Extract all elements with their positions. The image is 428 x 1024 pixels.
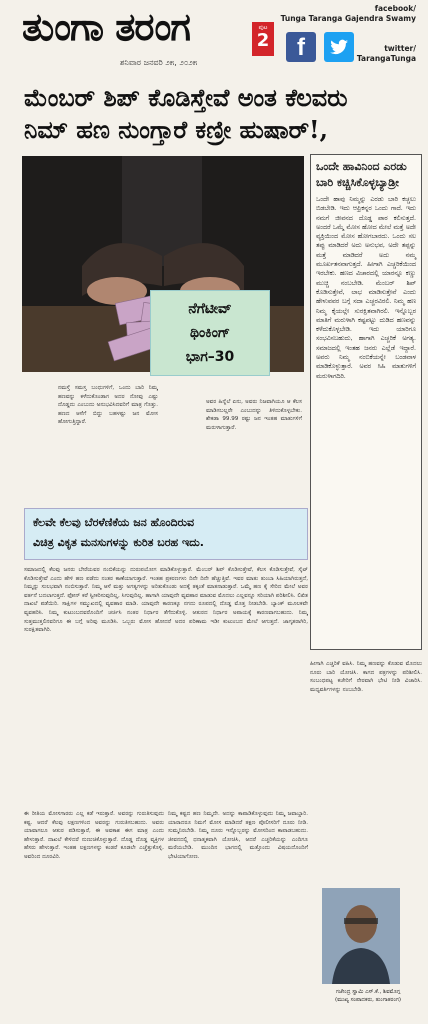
pull-quote-band xyxy=(24,508,308,560)
series-line-1: ನೆಗೆಟೀವ್ xyxy=(188,301,232,317)
issue-date: ಶನಿವಾರ ಜನವರಿ ೨೫, ೨೦೨೫ xyxy=(120,58,198,67)
pull-quote-line-2: ವಿಚಿತ್ರ ವಿಕೃತ ಮನಸುಗಳನ್ನು ಕುರಿತ ಬರಹ ಇದು. xyxy=(33,536,204,549)
author-role: (ಮುಖ್ಯ ಸಂಪಾದಕರು, ತುಂಗಾತರಂಗ) xyxy=(334,997,402,1003)
sidebar-body: ಒಂದೇ ಹಾವು ನಿಮ್ಮನ್ನು ಎರಡು ಬಾರಿ ಕಚ್ಚಲು ಬಿಡಬೇಡಿ. ಇದು ಆಫ್ರಿಕನ್ನರ ಒಂದು ಗಾದೆ. ಇದು ನಮಗೆ ಜೀವನದ ದೊಡ್ಡ ಪಾಠ ಕಲಿಸುತ್ತದೆ. ಅಂದರೆ ಒಮ್ಮೆ ಮೋಸ ಹೋದ ಮೇಲೆ ಮತ್ತೆ ಅದೇ ವ್ಯಕ್ತಿಯಿಂದ ಮೋಸ ಹೋಗಬಾರದು. ಒಂದು ಸಲ ತಪ್ಪು ಮಾಡಿದರೆ ಅದು ಅನುಭವ, ಅದೇ ತಪ್ಪನ್ನು ಮತ್ತೆ ಮಾಡಿದರೆ ಅದು ನಮ್ಮ ಮೂರ್ಖತನವಾಗುತ್ತದೆ. ಹೀಗಾಗಿ ಎಚ್ಚರಿಕೆಯಿಂದ ಇರಬೇಕು. ಹಣದ ವಿಚಾರದಲ್ಲಿ ಯಾರನ್ನೂ ಕಣ್ಣು ಮುಚ್ಚಿ ನಂಬಬೇಡಿ. ಮೆಂಬರ್ ಶಿಪ್ ಕೊಡಿಸುತ್ತೇವೆ, ಲಾಭ ಮಾಡಿಸುತ್ತೇವೆ ಎಂದು ಹೇಳುವವರ ಬಗ್ಗೆ ಸದಾ ಎಚ್ಚರವಿರಲಿ. ನಿಮ್ಮ ಹಣ ನಿಮ್ಮ ಕೈಯಲ್ಲೇ ಸುರಕ್ಷಿತವಾಗಿರಲಿ. ಇನ್ನೊಬ್ಬರ ಮಾತಿಗೆ ಮರುಳಾಗಿ ಕಷ್ಟಪಟ್ಟು ದುಡಿದ ಹಣವನ್ನು ಕಳೆದುಕೊಳ್ಳಬೇಡಿ. ಇದು ಯಾರಿಗೂ ಸಂಭವಿಸಬಹುದು, ಹಾಗಾಗಿ ಎಚ್ಚರಿಕೆ ಅಗತ್ಯ. ಸಮಾಜದಲ್ಲಿ ಇಂತಹ ಜನರು ಎಲ್ಲೆಡೆ ಇದ್ದಾರೆ. ಅವರು ನಿಮ್ಮ ನಂಬಿಕೆಯನ್ನೇ ಬಂಡವಾಳ ಮಾಡಿಕೊಳ್ಳುತ್ತಾರೆ. ಅವರ ಸಿಹಿ ಮಾತುಗಳಿಗೆ ಮರುಳಾಗದಿರಿ. xyxy=(316,196,416,380)
article-body-wide: ಸಮಾಜದಲ್ಲಿ ಕೆಲವು ಜನರು ಬೇರೆಯವರ ನಂಬಿಕೆಯನ್ನು ದುರುಪಯೋಗ ಮಾಡಿಕೊಳ್ಳುತ್ತಾರೆ. ಮೆಂಬರ್ ಶಿಪ್ ಕೊಡಿಸುತ್ತೇವೆ, ಕೆಲಸ ಕೊಡಿಸುತ್ತೇವೆ, ಸೈಟ್ ಕೊಡಿಸುತ್ತೇವೆ ಎಂದು ಹೇಳಿ ಹಣ ಪಡೆದು ನಂತರ ಕಾಣೆಯಾಗುತ್ತಾರೆ. ಇಂತಹ ಪ್ರಕರಣಗಳು ದಿನೇ ದಿನೇ ಹೆಚ್ಚುತ್ತಿವೆ. ಇವರ ಮಾತು ತುಂಬಾ ಸಿಹಿಯಾಗಿರುತ್ತದೆ, ನಿಮ್ಮನ್ನು ಸುಲಭವಾಗಿ ನಂಬಿಸುತ್ತಾರೆ. ನಿಮ್ಮ ಆಸೆ ಮತ್ತು ಅಗತ್ಯಗಳನ್ನು ಅರಿತುಕೊಂಡು ಅದಕ್ಕೆ ತಕ್ಕಂತೆ ಮಾತನಾಡುತ್ತಾರೆ. ಒಮ್ಮೆ ಹಣ ಕೈ ಸೇರಿದ ಮೇಲೆ ಅವರ ವರ್ತನೆ ಬದಲಾಗುತ್ತದೆ. ಫೋನ್ ಕರೆ ಸ್ವೀಕರಿಸುವುದಿಲ್ಲ, ಸಿಗುವುದಿಲ್ಲ. ಹಾಗಾಗಿ ಯಾವುದೇ ವ್ಯವಹಾರ ಮಾಡುವ ಮೊದಲು ಎಲ್ಲವನ್ನೂ ಸರಿಯಾಗಿ ಪರಿಶೀಲಿಸಿ. ಲಿಖಿತ ದಾಖಲೆ ಪಡೆಯಿರಿ. ಸಾಕ್ಷಿಗಳ ಸಮ್ಮುಖದಲ್ಲಿ ವ್ಯವಹಾರ ಮಾಡಿ. ಯಾವುದೇ ಕಾರಣಕ್ಕೂ ನಗದು ರೂಪದಲ್ಲಿ ದೊಡ್ಡ ಮೊತ್ತ ನೀಡಬೇಡಿ. ಬ್ಯಾಂಕ್ ಮೂಲಕವೇ ವ್ಯವಹರಿಸಿ. ನಿಮ್ಮ ಕುಟುಂಬದವರೊಂದಿಗೆ ಚರ್ಚಿಸಿ ನಂತರ ನಿರ್ಧಾರ ತೆಗೆದುಕೊಳ್ಳಿ. ಆತುರದ ನಿರ್ಧಾರ ಅಪಾಯಕ್ಕೆ ಕಾರಣವಾಗಬಹುದು. ನಿಮ್ಮ ಸುತ್ತಮುತ್ತಲಿನವರಿಗೂ ಈ ಬಗ್ಗೆ ಅರಿವು ಮೂಡಿಸಿ. ಒಬ್ಬರು ಮೋಸ ಹೋದರೆ ಅದರ ಪರಿಣಾಮ ಇಡೀ ಕುಟುಂಬದ ಮೇಲೆ ಆಗುತ್ತದೆ. ಜಾಗೃತರಾಗಿರಿ, ಸುರಕ್ಷಿತವಾಗಿರಿ. xyxy=(24,567,308,634)
main-headline xyxy=(24,82,422,146)
author-name: ಗಜೇಂದ್ರ ಸ್ವಾಮಿ ಎಸ್.ಕೆ., ಶಿವಮೊಗ್ಗ xyxy=(335,989,401,995)
social-links xyxy=(280,4,428,74)
masthead xyxy=(0,0,428,78)
pull-quote-line-1: ಕೆಲವೇ ಕೆಲವು ಬೆರಳೆಣಿಕೆಯ ಜನ ಹೊಂದಿರುವ xyxy=(33,516,195,529)
article-column-1: ನಮಸ್ತೆ ಸಮಸ್ತ ಬಂಧುಗಳಿಗೆ, ಒಂದು ಬಾರಿ ನಿಮ್ಮ ಹಣವನ್ನು ಕಳೆದುಕೊಂಡಾಗ ಅದರ ನೋವು ಎಷ್ಟು ದೊಡ್ಡದು ಎಂಬುದು ಅನುಭವಿಸಿದವರಿಗೆ ಮಾತ್ರ ಗೊತ್ತು. ಹಣದ ಆಸೆಗೆ ಬಿದ್ದು ಬಹಳಷ್ಟು ಜನ ಮೋಸ ಹೋಗುತ್ತಿದ್ದಾರೆ. xyxy=(58,385,158,426)
author-photo xyxy=(322,888,400,984)
series-part-number: ಭಾಗ–30 xyxy=(185,349,235,365)
newspaper-title: ತುಂಗಾ ತರಂಗ xyxy=(22,4,190,49)
article-column-bottom-2: ನಿಮ್ಮ ಕಷ್ಟದ ಹಣ ನಿಮ್ಮದೇ. ಅದನ್ನು ಕಾಪಾಡಿಕೊಳ್ಳುವುದು ನಿಮ್ಮ ಜವಾಬ್ದಾರಿ. ಯಾರಾದರೂ ನಿಮಗೆ ಮೋಸ ಮಾಡಿದರೆ ತಕ್ಷಣ ಪೊಲೀಸರಿಗೆ ದೂರು ನೀಡಿ. ಸುಮ್ಮನಿರಬೇಡಿ. ನಿಮ್ಮ ದೂರು ಇನ್ನೊಬ್ಬರನ್ನು ಮೋಸದಿಂದ ಕಾಪಾಡಬಹುದು. ಜೀವನದಲ್ಲಿ ಧನಾತ್ಮಕವಾಗಿ ಯೋಚಿಸಿ, ಆದರೆ ಎಚ್ಚರಿಕೆಯನ್ನು ಎಂದಿಗೂ ಮರೆಯಬೇಡಿ. ಮುಂದಿನ ಭಾಗದಲ್ಲಿ ಮತ್ತೊಂದು ವಿಷಯದೊಂದಿಗೆ ಭೇಟಿಯಾಗೋಣ. xyxy=(168,811,308,860)
article-column-bottom-1: ಈ ರೀತಿಯ ಮೋಸಗಾರರು ಎಲ್ಲ ಕಡೆ ಇರುತ್ತಾರೆ. ಅವರನ್ನು ಗುರುತಿಸುವುದು ಕಷ್ಟ. ಆದರೆ ಕೆಲವು ಲಕ್ಷಣಗಳಿಂದ ಅವರನ್ನು ಗುರುತಿಸಬಹುದು. ಅವರು ಯಾವಾಗಲೂ ಆತುರ ಪಡಿಸುತ್ತಾರೆ, ಈ ಅವಕಾಶ ಈಗ ಮಾತ್ರ ಎಂದು ಹೇಳುತ್ತಾರೆ. ದಾಖಲೆ ಕೇಳಿದರೆ ನುಣುಚಿಕೊಳ್ಳುತ್ತಾರೆ. ದೊಡ್ಡ ದೊಡ್ಡ ವ್ಯಕ್ತಿಗಳ ಹೆಸರು ಹೇಳುತ್ತಾರೆ. ಇಂತಹ ಲಕ್ಷಣಗಳನ್ನು ಕಂಡರೆ ಕೂಡಲೇ ಎಚ್ಚೆತ್ತುಕೊಳ್ಳಿ. ಅವರಿಂದ ದೂರವಿರಿ. xyxy=(24,811,164,860)
facebook-icon[interactable]: f xyxy=(286,32,316,62)
page-label: ಪುಟ xyxy=(258,24,268,31)
article-column-2: ಅವರ ಹಿನ್ನೆಲೆ ಏನು, ಅವರು ನಿಜವಾಗಿಯೂ ಆ ಕೆಲಸ ಮಾಡಿಸಬಲ್ಲರೇ ಎಂಬುದನ್ನು ತಿಳಿದುಕೊಳ್ಳಬೇಕು. ಶೇಕಡಾ 99.99 ರಷ್ಟು ಜನ ಇಂತಹ ಮಾತುಗಳಿಗೆ ಮರುಳಾಗುತ್ತಾರೆ. xyxy=(206,399,302,431)
sidebar-title: ಒಂದೇ ಹಾವಿನಿಂದ ಎರಡು ಬಾರಿ ಕಚ್ಚಿಸಿಕೊಳ್ಳಬ್ಯಾಡ್ರೀ xyxy=(316,160,407,189)
headline-line-1: ಮೆಂಬರ್ ಶಿಪ್ ಕೊಡಿಸ್ತೇವೆ ಅಂತ ಕೆಲವರು xyxy=(24,83,348,112)
facebook-handle[interactable]: facebook/ Tunga Taranga Gajendra Swamy xyxy=(280,4,416,23)
series-label-box xyxy=(150,290,270,376)
twitter-icon[interactable] xyxy=(324,32,354,62)
author-credit xyxy=(316,988,420,1004)
page-number-badge xyxy=(252,22,274,56)
article-column-right: ಹೀಗಾಗಿ ಎಚ್ಚರಿಕೆ ವಹಿಸಿ. ನಿಮ್ಮ ಹಣವನ್ನು ಕೊಡುವ ಮೊದಲು ನೂರು ಬಾರಿ ಯೋಚಿಸಿ. ಕಾಗದ ಪತ್ರಗಳನ್ನು ಪರಿಶೀಲಿಸಿ. ಸಂಬಂಧಪಟ್ಟ ಕಚೇರಿಗೆ ನೇರವಾಗಿ ಭೇಟಿ ನೀಡಿ ವಿಚಾರಿಸಿ. ಮಧ್ಯವರ್ತಿಗಳನ್ನು ನಂಬಬೇಡಿ. xyxy=(310,661,422,693)
author-block xyxy=(316,888,420,1010)
twitter-handle[interactable]: twitter/ TarangaTunga xyxy=(356,44,416,63)
headline-line-2: ನಿಮ್ ಹಣ ನುಂಗ್ತಾರೆ ಕಣ್ರೀ ಹುಷಾರ್!, xyxy=(24,115,328,144)
page-number: 2 xyxy=(256,30,270,51)
series-line-2: ಥಿಂಕಿಂಗ್ xyxy=(189,325,231,341)
sidebar-article xyxy=(310,154,422,650)
